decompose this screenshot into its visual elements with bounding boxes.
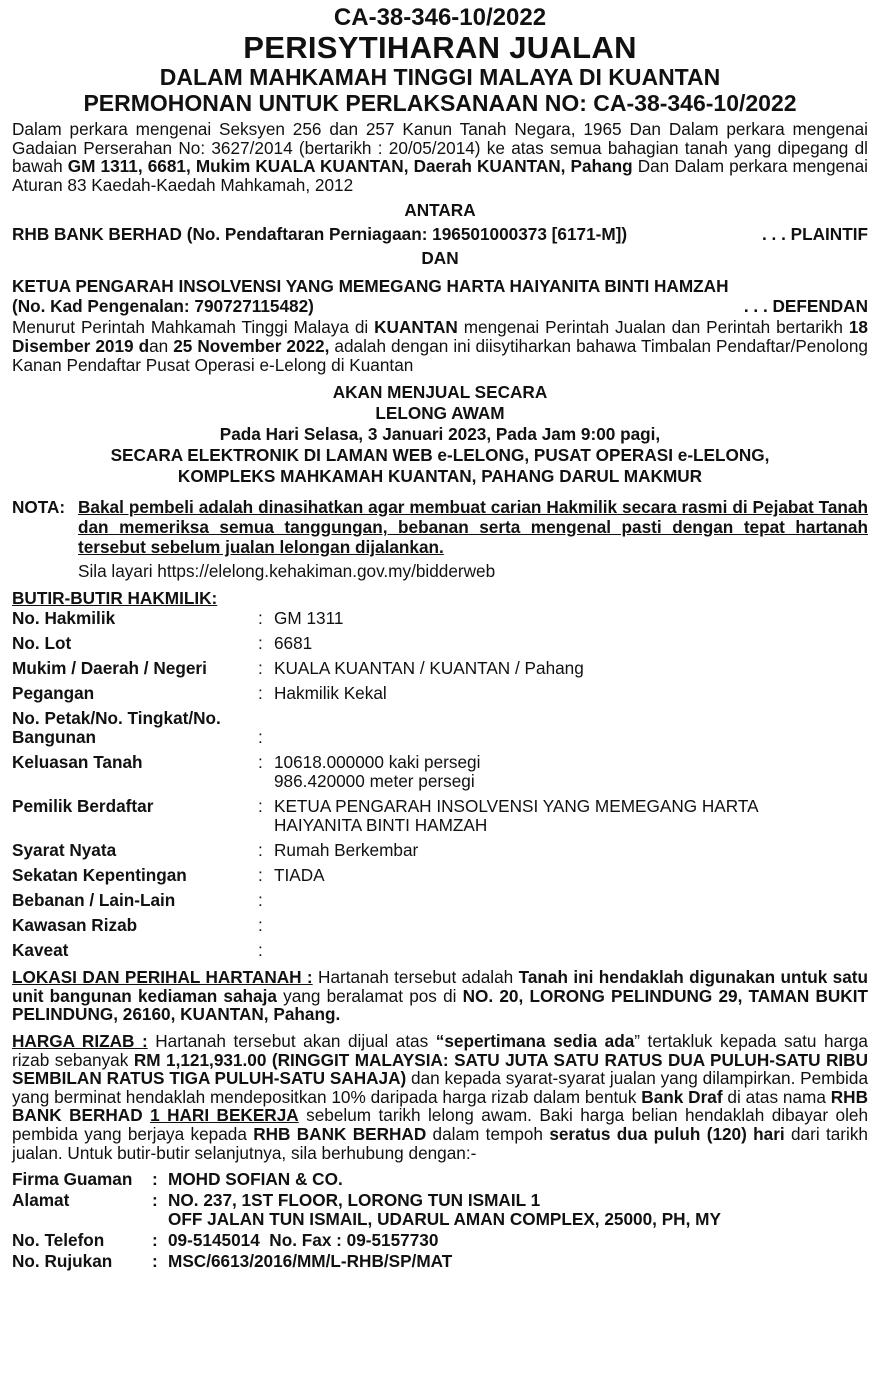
firm-address-line-1: NO. 237, 1ST FLOOR, LORONG TUN ISMAIL 1: [168, 1190, 541, 1211]
title-detail-key: [12, 841, 258, 866]
title-detail-key-line: No. Petak/No. Tingkat/No.: [12, 708, 221, 729]
title-detail-colon: [258, 797, 274, 841]
property-address: NO. 20, LORONG PELINDUNG 29, TAMAN BUKIT PELINDUNG, 26160, KUANTAN, Pahang.: [12, 985, 868, 1025]
order-date-1: 18 Disember 2019 d: [12, 317, 868, 356]
phone-fax-value: 09-5145014 No. Fax : 09-5157730: [168, 1230, 439, 1251]
lawyer-ref-row: [12, 1252, 721, 1273]
intro-text-1: Dalam perkara mengenai Seksyen 256 dan 257 Kanun Tanah Negara, 1965 Dan Dalam perkara mengenai Gadaian Perserahan No: 3627/2014 (bertarikh : 20/05/2014) ke atas semua bahagian tanah yang dipegang dl bawah: [12, 119, 868, 177]
title-detail-key: [12, 609, 258, 634]
plaintiff-row: [12, 224, 868, 244]
title-detail-colon: [258, 659, 274, 684]
title-detail-value: [274, 941, 759, 966]
location-land-use: Tanah ini hendaklah digunakan untuk satu unit bangunan kediaman sahaja: [12, 967, 868, 1006]
title-detail-key-line-2: Bangunan: [12, 727, 97, 748]
order-text-3: an: [149, 335, 174, 356]
firm-address: [168, 1191, 721, 1231]
title-detail-key-line: Pemilik Berdaftar: [12, 796, 154, 817]
colon-mark: :: [258, 683, 263, 704]
title-detail-row: [12, 941, 759, 966]
phone-label: No. Telefon: [12, 1230, 105, 1251]
colon-mark: :: [258, 633, 263, 654]
title-detail-value-line: Hakmilik Kekal: [274, 683, 387, 704]
location-heading: LOKASI DAN PERIHAL HARTANAH :: [12, 967, 313, 988]
colon-mark: :: [258, 890, 263, 911]
intro-paragraph: [12, 120, 868, 194]
title-detail-value: [274, 753, 759, 797]
title-detail-row: [12, 659, 759, 684]
reserve-text-1: Hartanah tersebut akan dijual atas: [147, 1030, 436, 1051]
title-detail-colon: [258, 709, 274, 753]
court-name: DALAM MAHKAMAH TINGGI MALAYA DI KUANTAN: [159, 64, 721, 90]
case-number: CA-38-346-10/2022: [333, 4, 547, 31]
title-detail-value: [274, 891, 759, 916]
defendant-row-1: [12, 276, 868, 296]
application-number: PERMOHONAN UNTUK PERLAKSANAAN NO: CA-38-346-10/2022: [83, 90, 797, 116]
title-detail-row: [12, 916, 759, 941]
location-text-2: yang beralamat pos di: [276, 985, 463, 1006]
reserve-text-5: sebelum tarikh lelong awam. Baki harga belian hendaklah dibayar oleh pembida yang berjaya kepada: [12, 1105, 869, 1144]
title-detail-colon: [258, 634, 274, 659]
order-court-location: KUANTAN: [374, 317, 458, 338]
title-detail-row: [12, 609, 759, 634]
nota-block: [12, 497, 868, 581]
reserve-price-amount: RM 1,121,931.00 (RINGGIT MALAYSIA: SATU JUTA SATU RATUS DUA PULUH-SATU RIBU SEMBILAN RATUS TIGA PULUH-SATU SAHAJA): [12, 1049, 868, 1089]
title-detail-value: [274, 609, 759, 634]
reserve-as-is: “sepertimana sedia ada: [435, 1030, 635, 1051]
title-detail-key-line: Syarat Nyata: [12, 840, 117, 861]
reserve-text-3: dan kepada syarat-syarat jualan yang dilampirkan. Pembida yang berminat hendaklah mendepositkan 10% daripada harga rizab dalam bentuk: [12, 1068, 868, 1107]
reserve-text-2: ” tertakluk kepada satu harga rizab sebanyak: [12, 1030, 868, 1070]
firm-address-line-2: OFF JALAN TUN ISMAIL, UDARUL AMAN COMPLEX, 25000, PH, MY: [168, 1209, 721, 1230]
colon-mark: :: [258, 865, 263, 886]
plaintiff-role: . . . PLAINTIF: [762, 224, 868, 245]
title-detail-row: [12, 684, 759, 709]
defendant-ic: (No. Kad Pengenalan: 790727115482): [12, 296, 314, 317]
location-paragraph: [12, 968, 868, 1024]
title-detail-colon: [258, 753, 274, 797]
reference-value: MSC/6613/2016/MM/L-RHB/SP/MAT: [168, 1251, 453, 1272]
title-detail-value-line: TIADA: [274, 865, 325, 886]
title-detail-colon: [258, 891, 274, 916]
plaintiff-name: RHB BANK BERHAD (No. Pendaftaran Perniagaan: 196501000373 [6171-M]): [12, 224, 628, 245]
title-detail-key-line: Mukim / Daerah / Negeri: [12, 658, 207, 679]
title-detail-key: [12, 916, 258, 941]
order-text-4: adalah dengan ini diisytiharkan bahawa Timbalan Pendaftar/Penolong Kanan Pendaftar Pusat Operasi e-Lelong di Kuantan: [12, 335, 868, 375]
title-detail-key-line: Sekatan Kepentingan: [12, 865, 187, 886]
title-detail-colon: [258, 684, 274, 709]
reserve-bank-name-2: RHB BANK BERHAD: [253, 1123, 427, 1144]
title-detail-key: [12, 941, 258, 966]
page-title: PERISYTIHARAN JUALAN: [243, 30, 637, 65]
firm-label: Firma Guaman: [12, 1169, 133, 1190]
auction-line-2: LELONG AWAM: [375, 403, 505, 424]
lawyer-phone-row: [12, 1231, 721, 1252]
title-detail-key-line: Keluasan Tanah: [12, 752, 143, 773]
order-text-2: mengenai Perintah Jualan dan Perintah bertarikh: [457, 317, 849, 338]
bidder-web-link[interactable]: Sila layari https://elelong.kehakiman.gov.my/bidderweb: [78, 561, 496, 582]
lawyer-firm-row: [12, 1170, 721, 1191]
title-detail-key: [12, 753, 258, 797]
title-detail-value-line-2: HAIYANITA BINTI HAMZAH: [274, 815, 488, 836]
title-detail-value-line: GM 1311: [274, 608, 344, 629]
auction-block: [12, 382, 868, 487]
defendant-role: . . . DEFENDAN: [743, 296, 868, 317]
auction-venue-2: KOMPLEKS MAHKAMAH KUANTAN, PAHANG DARUL MAKMUR: [177, 466, 703, 487]
auction-line-1: AKAN MENJUAL SECARA: [332, 382, 548, 403]
colon-mark: :: [258, 796, 263, 817]
colon-mark: :: [258, 940, 263, 961]
title-detail-key: [12, 659, 258, 684]
reserve-text-6: dalam tempoh: [426, 1123, 550, 1144]
reserve-payment-period: seratus dua puluh (120) hari: [549, 1123, 785, 1144]
title-detail-row: [12, 891, 759, 916]
title-detail-value: [274, 866, 759, 891]
title-detail-key-line: Kaveat: [12, 940, 69, 961]
title-detail-row: [12, 753, 759, 797]
title-detail-value-line: KETUA PENGARAH INSOLVENSI YANG MEMEGANG HARTA: [274, 796, 759, 817]
title-detail-value: [274, 659, 759, 684]
lawyer-address-row: [12, 1191, 721, 1231]
nota-label: NOTA:: [12, 497, 66, 518]
title-detail-value-line: KUALA KUANTAN / KUANTAN / Pahang: [274, 658, 584, 679]
reserve-working-day: 1 HARI BEKERJA: [150, 1105, 299, 1126]
address-label: Alamat: [12, 1190, 70, 1211]
reserve-heading: HARGA RIZAB :: [12, 1030, 148, 1051]
intro-text-2: Dan Dalam perkara mengenai Aturan 83 Kaedah-Kaedah Mahkamah, 2012: [12, 156, 868, 195]
title-detail-value: [274, 916, 759, 941]
lawyer-details-table: [12, 1170, 721, 1273]
title-detail-value: [274, 797, 759, 841]
nota-content: [78, 497, 868, 581]
title-detail-key-line: No. Lot: [12, 633, 72, 654]
order-paragraph: [12, 318, 868, 374]
title-details-heading: BUTIR-BUTIR HAKMILIK:: [12, 588, 218, 609]
defendant-row-2: [12, 296, 868, 316]
reserve-bank-name: RHB BANK BERHAD: [12, 1086, 868, 1126]
title-detail-value: [274, 709, 759, 753]
title-detail-colon: [258, 866, 274, 891]
reserve-text-4: di atas nama: [722, 1086, 831, 1107]
nota-text: Bakal pembeli adalah dinasihatkan agar membuat carian Hakmilik secara rasmi di Pejabat Tanah dan memeriksa semua tanggungan, bebanan serta mengenal pasti dengan tepat hartanah tersebut sebelum jualan lelongan dijalankan.: [78, 497, 868, 558]
colon-mark: :: [258, 915, 263, 936]
title-detail-value-line: Rumah Berkembar: [274, 840, 419, 861]
reference-colon: :: [152, 1251, 158, 1272]
colon-mark: :: [258, 608, 263, 629]
address-colon: :: [152, 1190, 158, 1211]
title-detail-key: [12, 684, 258, 709]
intro-land-title: GM 1311, 6681, Mukim KUALA KUANTAN, Daerah KUANTAN, Pahang: [67, 156, 633, 177]
colon-mark: :: [258, 658, 263, 679]
title-detail-key: [12, 891, 258, 916]
title-detail-key: [12, 634, 258, 659]
location-text-1: Hartanah tersebut adalah: [312, 967, 519, 988]
title-detail-value-line: 10618.000000 kaki persegi: [274, 752, 481, 773]
title-detail-key-line: Pegangan: [12, 683, 95, 704]
auction-date-time: Pada Hari Selasa, 3 Januari 2023, Pada Jam 9:00 pagi,: [219, 424, 661, 445]
antara-label: ANTARA: [404, 200, 476, 221]
title-detail-colon: [258, 941, 274, 966]
title-detail-value-line: 6681: [274, 633, 313, 654]
reference-label: No. Rujukan: [12, 1251, 113, 1272]
title-detail-colon: [258, 841, 274, 866]
colon-mark: :: [258, 752, 263, 773]
title-detail-key-line: Kawasan Rizab: [12, 915, 138, 936]
colon-mark: :: [258, 727, 263, 748]
phone-colon: :: [152, 1230, 158, 1251]
colon-mark: :: [258, 840, 263, 861]
title-detail-row: [12, 797, 759, 841]
title-detail-row: [12, 866, 759, 891]
order-text-1: Menurut Perintah Mahkamah Tinggi Malaya di: [12, 317, 375, 338]
title-detail-row: [12, 634, 759, 659]
reserve-bank-draft: Bank Draf: [641, 1086, 723, 1107]
reserve-text-7: dari tarikh jualan. Untuk butir-butir selanjutnya, sila berhubung dengan:-: [12, 1123, 868, 1163]
reserve-price-paragraph: [12, 1032, 868, 1162]
title-detail-key: [12, 866, 258, 891]
title-detail-colon: [258, 916, 274, 941]
title-details-table: [12, 609, 759, 966]
firm-colon: :: [152, 1169, 158, 1190]
title-detail-row: [12, 709, 759, 753]
title-detail-value: [274, 841, 759, 866]
defendant-name: KETUA PENGARAH INSOLVENSI YANG MEMEGANG HARTA HAIYANITA BINTI HAMZAH: [12, 276, 729, 297]
dan-label: DAN: [421, 248, 459, 269]
title-detail-value: [274, 684, 759, 709]
title-detail-key-line: Bebanan / Lain-Lain: [12, 890, 176, 911]
auction-venue-1: SECARA ELEKTRONIK DI LAMAN WEB e-LELONG, PUSAT OPERASI e-LELONG,: [110, 445, 770, 466]
title-detail-key: [12, 797, 258, 841]
title-detail-value-line-2: 986.420000 meter persegi: [274, 771, 475, 792]
order-date-2: 25 November 2022,: [173, 335, 330, 356]
firm-name: MOHD SOFIAN & CO.: [168, 1169, 343, 1190]
title-detail-key-line: No. Hakmilik: [12, 608, 116, 629]
title-detail-value: [274, 634, 759, 659]
title-detail-colon: [258, 609, 274, 634]
title-detail-key: [12, 709, 258, 753]
title-detail-row: [12, 841, 759, 866]
